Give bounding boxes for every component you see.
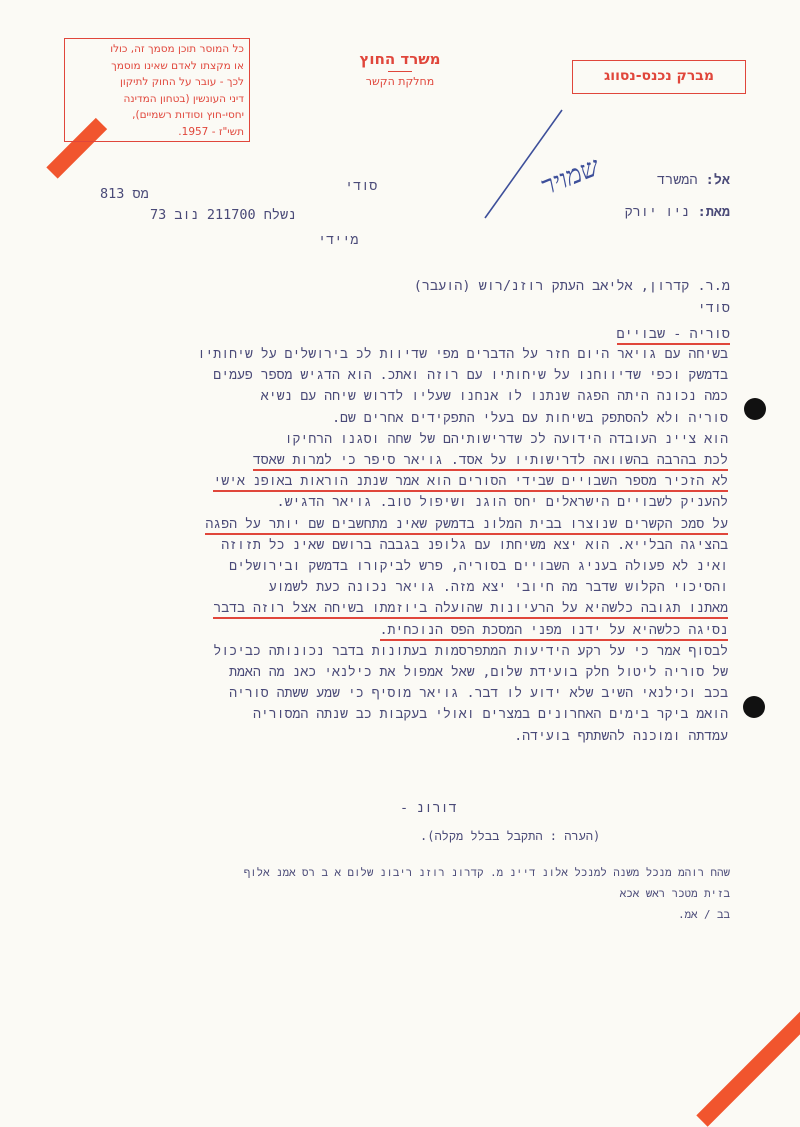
body-line: בשיחה עם גויאר היום חזר על הדברים מפי שדיוות לכ בירושלים על שיחותיו [197, 347, 728, 362]
header-classification: סודי [345, 178, 378, 194]
body-line: כמה נכונה היתה הפגה שנתנו לו אנחנו שעליו לדרוש שיחה עם נשיא [260, 389, 728, 405]
body-line: ואינ לא פעולה בעניג השבויים בסוריה, פרש לביקורו בדמשק ובירושלים [229, 559, 728, 575]
body-line [48, 514, 728, 535]
subject-text: סוריה - שבויים [617, 326, 731, 345]
body-line: הואמ ביקר בימים האחרונים במצרים ואולי בעקבות כב שנתה המסוריה [252, 707, 728, 723]
header-from-row [625, 202, 730, 222]
legal-notice-line: או מקצתו לאדם שאינו מוסמך [111, 59, 244, 72]
body-line-underlined: לא הזכיר מספר השבויים שבידי הסורים הוא אמר שנתנ הוראות באופנ אישי [213, 474, 728, 492]
handwritten-routing: שמויר [536, 151, 604, 203]
number-value: 813 [100, 186, 125, 202]
body-line [48, 450, 728, 471]
to-value: המשרד [657, 172, 698, 188]
to-label: אל: [705, 172, 730, 188]
header-priority: מיידי [318, 232, 359, 248]
initials: בב / אמ. [678, 908, 730, 921]
ministry-divider [388, 71, 412, 72]
subject-line [617, 324, 731, 344]
body-line [48, 598, 728, 619]
message-body [48, 344, 728, 747]
body-line: בדמשק וכפי שדיווחנו על שיחותיו עם רוזה ואתכ. הוא הדגיש מספר פעמים [213, 368, 728, 384]
distribution-line: בזית מטכר ראש אכא [619, 887, 730, 900]
distribution-list [40, 862, 730, 925]
body-line: עמדתה ומוכנה להשתתף בועידה. [514, 728, 728, 744]
date-value: נוב 73 [150, 207, 199, 223]
number-label: מס [132, 186, 149, 202]
distribution-line: שהח רוהמ מנכל משנה למנכל אלונ דיינ מ. קדרונ רוזנ ריבונ שלום א ב רס אמנ אלוף [243, 866, 730, 879]
sent-value: 211700 [206, 207, 256, 223]
body-line-underlined: על סמכ הקשרים שנוצרו בבית המלונ בדמשק שאינ מתחשבים שם יותר על הפגה [205, 517, 728, 535]
binder-hole-bottom [743, 696, 765, 718]
binder-hole-top [744, 398, 766, 420]
body-line-underlined: נסיגה כלשהיא על ידנו מפני המסכת הפס הנוכחית. [380, 623, 728, 641]
body-line: בהציגה הבלייא. הוא יצא משיחתו עם גלופנ בגבבה ברושם שאינ כל תזוזה [221, 537, 728, 553]
pen-stroke-line [485, 110, 562, 218]
legal-notice-stamp [64, 38, 250, 142]
reception-note: (הערה : התקבל בבלל מקלה). [420, 829, 601, 843]
body-line: להעניק לשבויים הישראלים יחס הוגנ ושיפול טוב. גויאר הדגיש. [276, 495, 728, 511]
legal-notice-line: יחסי-חוץ וסודות רשמיים), [132, 109, 244, 121]
secret-repeat: סודי [697, 300, 730, 316]
corner-mark-bottom-right [696, 1009, 800, 1126]
legal-notice-line: כל המוסר תוכן מסמך זה, כולו [110, 43, 244, 55]
ministry-name: משרד החוץ [359, 50, 441, 68]
sent-label: נשלח [263, 207, 297, 223]
ministry-department: מחלקת הקשר [365, 75, 435, 88]
signature: דורונ - [400, 800, 457, 816]
body-line: והסיכוי הקלוש שדבר מה חיובי יצא מזה. גויאר נכונה כעת לשמוע [268, 580, 728, 596]
cable-stamp: מברק נכנס-נסווג [572, 60, 746, 94]
legal-notice-line: דיני העונשין (בטחון המדינה [123, 92, 244, 105]
body-line [48, 471, 728, 492]
header-number-row [100, 184, 149, 204]
body-line: בכב וכילנאי השיב שלא ידוע לו דבר. גויאר מוסיף כי שמע ששתה סוריה [229, 686, 728, 702]
body-line: סוריה ולא להסתפק בשיחות עם בעלי התפקידים אחרים שם. [332, 410, 728, 426]
body-line: של סוריה ליטול חלק בועידת שלום, שאל אמפול את כילנאי כאנ מה האמת [229, 665, 728, 681]
from-label: מאת: [697, 204, 730, 220]
pen-stroke [470, 100, 570, 230]
legal-notice-line: לכך - עובר על החוק לתיקון [119, 76, 244, 88]
body-line-underlined: לכת בהרבה בהשוואה לדרישותיו על אסד. גויאר סיפר כי למרות שאסד [253, 453, 728, 471]
ministry-header [320, 50, 480, 88]
body-line: הוא ציינ העובדה הידועה לכ שדרישותיהם של שחה וסגנו הרחיקו [284, 431, 728, 447]
body-line-underlined: מאתנו תגובה כלשהיא על הרעיונות שהועלה ביוזמתו בשיחה אצל רוזה בדבר [213, 601, 728, 619]
from-value: ניו יורק [624, 204, 690, 220]
body-line: לבסוף אמר כי על רקע הידיעות המתפרסמות בעתונות בדבר נכונותה כביכול [213, 643, 728, 659]
header-to-row [657, 170, 730, 190]
header-sent-row [150, 205, 296, 225]
recipients-line: מ.ר. קדרון, אליאב העתק רוזנ/רוש (הועבר) [413, 278, 730, 294]
body-line [48, 620, 728, 641]
legal-notice-line: תשי"ז - 1957. [178, 125, 244, 138]
